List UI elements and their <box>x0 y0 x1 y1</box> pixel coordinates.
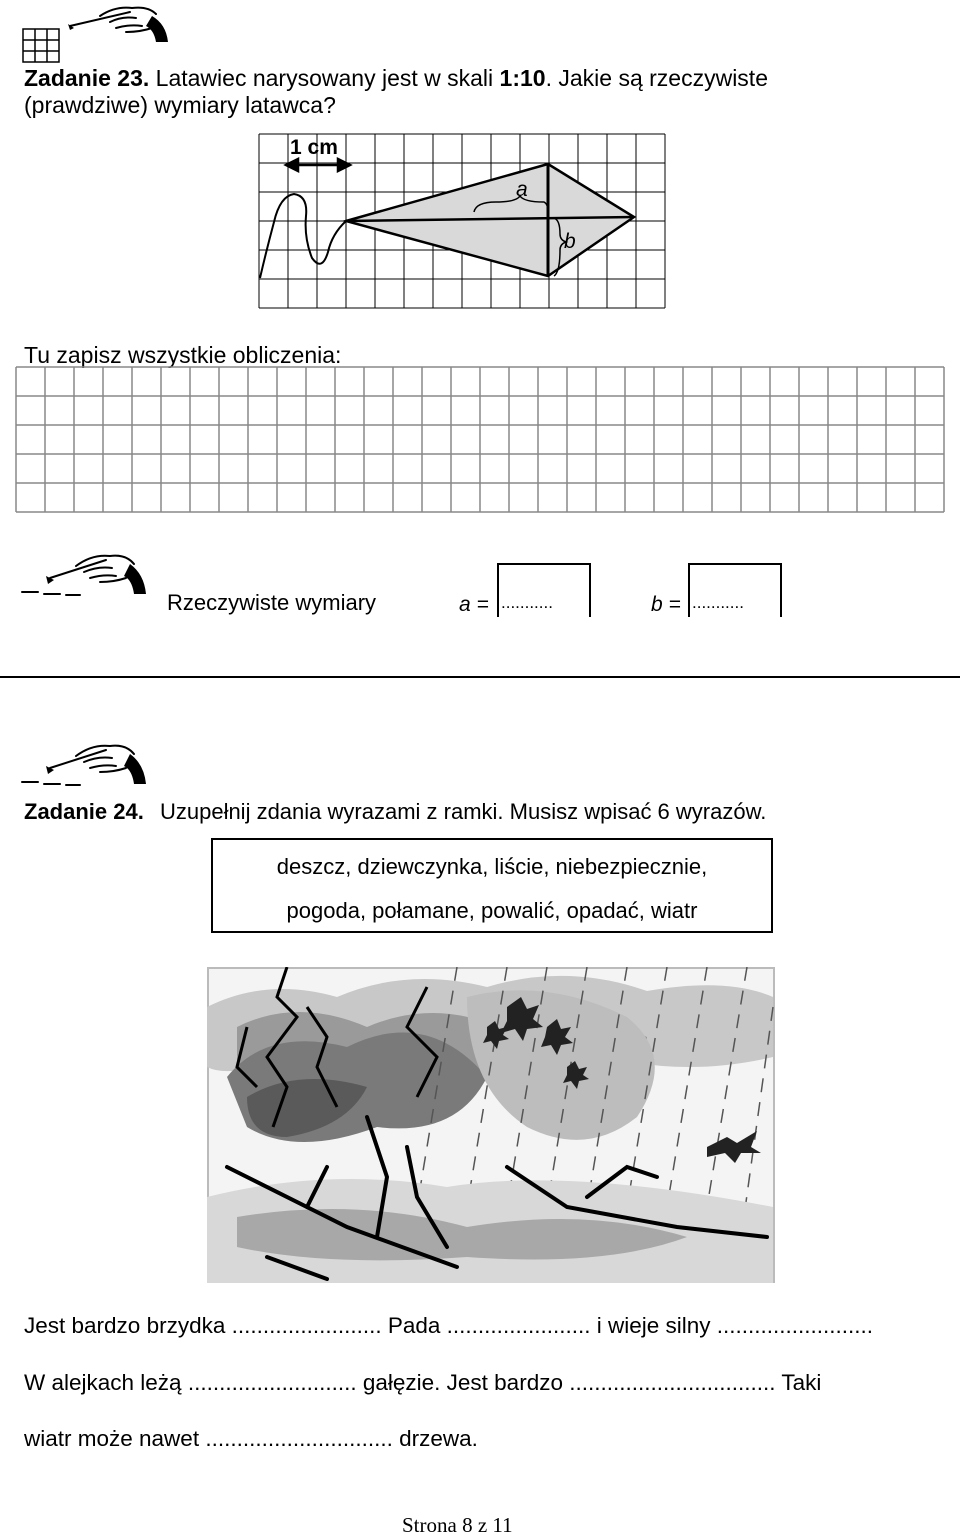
word-bank <box>211 838 773 933</box>
task23-label: Zadanie 23. <box>24 65 150 91</box>
sentence-line-3[interactable]: wiatr może nawet .............................. drzewa. <box>24 1426 478 1451</box>
label-b: b <box>564 230 576 253</box>
writing-hand-icon-answer <box>20 548 148 604</box>
kite-diagram <box>250 126 670 310</box>
kite-tail <box>260 194 346 278</box>
task24-instruction: Uzupełnij zdania wyrazami z ramki. Musisz wpisać 6 wyrazów. <box>159 799 767 824</box>
writing-hand-icon <box>60 2 172 46</box>
label-a: a <box>516 178 528 201</box>
ruler-label: 1 cm <box>290 136 338 159</box>
writing-hand-icon-task24 <box>20 738 148 794</box>
calculation-grid-icon <box>22 28 62 64</box>
task24-prompt <box>24 798 766 826</box>
scale-value: 1:10 <box>499 65 546 91</box>
answer-b-box[interactable] <box>688 563 782 617</box>
sentence-line-2[interactable]: W alejkach leżą ........................... gałęzie. Jest bardzo ................................. Taki <box>24 1370 822 1395</box>
sentence-line-1[interactable]: Jest bardzo brzydka ........................ Pada ....................... i wieje silny ......................... <box>24 1313 874 1338</box>
work-prompt: Tu zapisz wszystkie obliczenia: <box>24 342 342 368</box>
task24-label: Zadanie 24. <box>24 799 144 824</box>
word-bank-line2: pogoda, połamane, powalić, opadać, wiatr <box>286 898 698 923</box>
calculation-grid[interactable] <box>14 365 960 515</box>
answer-label: Rzeczywiste wymiary <box>167 590 377 615</box>
word-bank-line1: deszcz, dziewczynka, liście, niebezpiecznie, <box>276 854 708 879</box>
storm-illustration <box>207 967 775 1283</box>
answer-a-box[interactable] <box>497 563 591 617</box>
page-number: Strona 8 z 11 <box>402 1513 513 1537</box>
answer-a-value: ........... <box>501 593 553 612</box>
task23-prompt: Zadanie 23. Latawiec narysowany jest w skali 1:10. Jakie są rzeczywiste <box>24 65 768 91</box>
section-divider <box>0 676 960 678</box>
answer-b-value: ........... <box>692 593 744 612</box>
answer-b-label: b = <box>651 593 681 616</box>
answer-a-label: a = <box>459 593 489 616</box>
ruler-arrow <box>286 159 350 171</box>
task23-prompt-line2: (prawdziwe) wymiary latawca? <box>24 92 336 118</box>
